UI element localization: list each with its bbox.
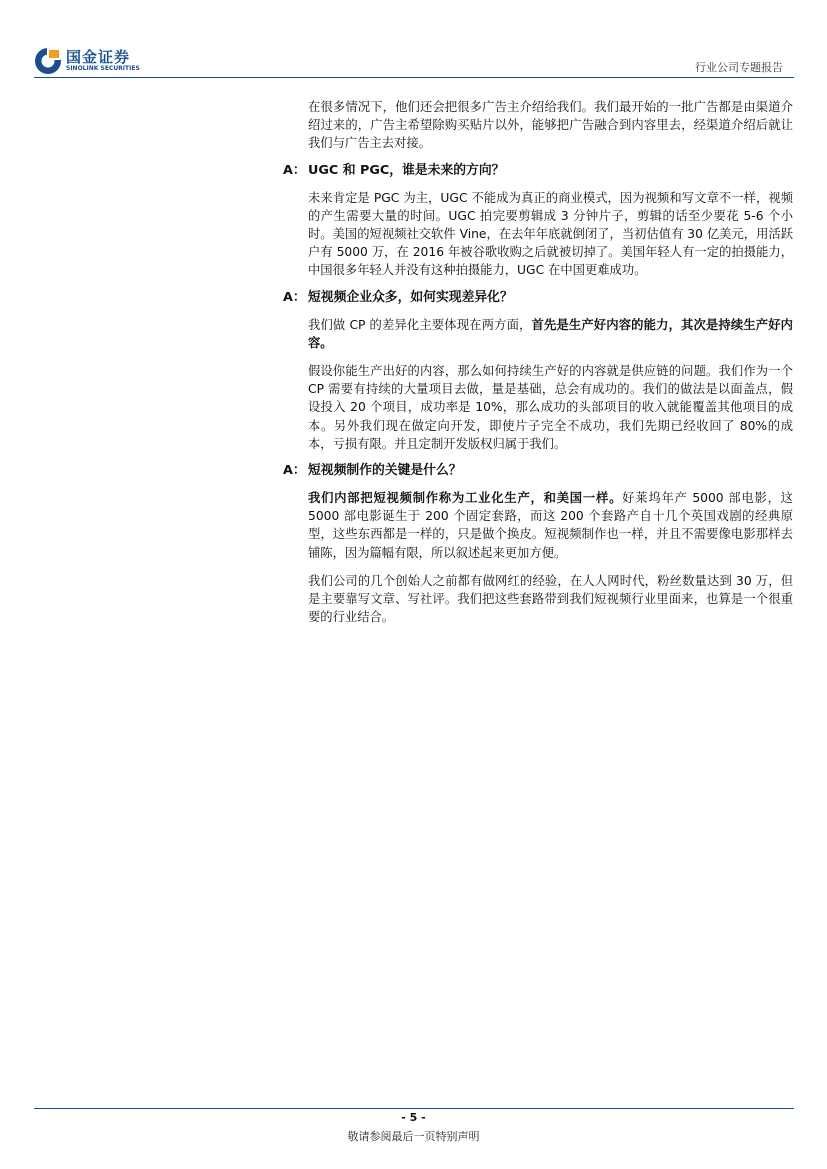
- footer-divider: [34, 1108, 794, 1109]
- question-3: [283, 462, 793, 480]
- footer-disclaimer: 敬请参阅最后一页特别声明: [347, 1130, 480, 1143]
- question-2-label: A：: [283, 289, 306, 305]
- sinolink-logo-icon: [34, 47, 62, 75]
- paragraph-2: 未来肯定是 PGC 为主，UGC 不能成为真正的商业模式，因为视频和写文章不一样，视频的产生需要大量的时间。UGC 拍完要剪辑成 3 分钟片子，剪辑的话至少要花 5-6 个小时。美国的短视频社交软件 Vine，在去年年底就倒闭了，当初估值有 30 亿美元，用活跃户有 5000 万，在 2016 年被谷歌收购之后就被切掉了。美国年轻人有一定的拍摄能力，中国很多年轻人并没有这种拍摄能力，UGC 在中国更难成功。: [308, 190, 793, 278]
- paragraph-3-normal: 我们做 CP 的差异化主要体现在两方面，: [308, 317, 532, 332]
- report-type: 行业公司专题报告: [695, 61, 783, 74]
- header-divider: [34, 77, 794, 78]
- paragraph-5-normal: 好莱坞年产 5000 部电影，这 5000 部电影诞生于 200 个固定套路，而这 200 个套路产自十几个英国戏剧的经典原型，这些东西都是一样的，只是做个换皮。短视频制作也一样，并且不需要像电影那样去铺陈，因为篇幅有限，所以叙述起来更加方便。: [308, 491, 793, 560]
- logo-english-name: SINOLINK SECURITIES: [66, 65, 140, 72]
- page-number: - 5 -: [401, 1111, 426, 1124]
- page-header: [0, 0, 827, 80]
- paragraph-5: [308, 486, 793, 569]
- question-1-label: A：: [283, 162, 306, 178]
- paragraph-4: 假设你能生产出好的内容，那么如何持续生产好的内容就是供应链的问题。我们作为一个 CP 需要有持续的大量项目去做，量是基础，总会有成功的。我们的做法是以面盖点，假设投入 20 个项目，成功率是 10%，那么成功的头部项目的收入就能覆盖其他项目的成本。另外我们现在做定向开发，即使片子完全不成功，我们先期已经收回了 80%的成本，亏损有限。并且定制开发版权归属于我们。: [308, 364, 793, 451]
- question-2: [283, 289, 793, 307]
- logo-chinese-name: 国金证券: [66, 48, 131, 66]
- paragraph-5-bold: 我们内部把短视频制作称为工业化生产，和美国一样。: [308, 491, 623, 506]
- paragraph-6: 我们公司的几个创始人之前都有做网红的经验，在人人网时代，粉丝数量达到 30 万，但是主要靠写文章、写社评。我们把这些套路带到我们短视频行业里面来，也算是一个很重要的行业结合。: [308, 573, 793, 625]
- company-logo: [34, 46, 164, 76]
- question-1: [283, 162, 793, 180]
- paragraph-1: 在很多情况下，他们还会把很多广告主介绍给我们。我们最开始的一批广告都是由渠道介绍过来的，广告主希望除购买贴片以外，能够把广告融合到内容里去，经渠道介绍后就让我们与广告主去对接。: [308, 100, 793, 151]
- question-3-label: A：: [283, 463, 306, 479]
- question-2-text: 短视频企业众多，如何实现差异化？: [308, 289, 513, 305]
- question-3-text: 短视频制作的关键是什么？: [308, 463, 462, 479]
- paragraph-3-bold: 首先是生产好内容的能力，其次是持续生产好内容。: [308, 317, 793, 350]
- question-1-text: UGC 和 PGC，谁是未来的方向？: [308, 162, 505, 178]
- main-content: [283, 95, 793, 633]
- paragraph-3: [308, 313, 793, 359]
